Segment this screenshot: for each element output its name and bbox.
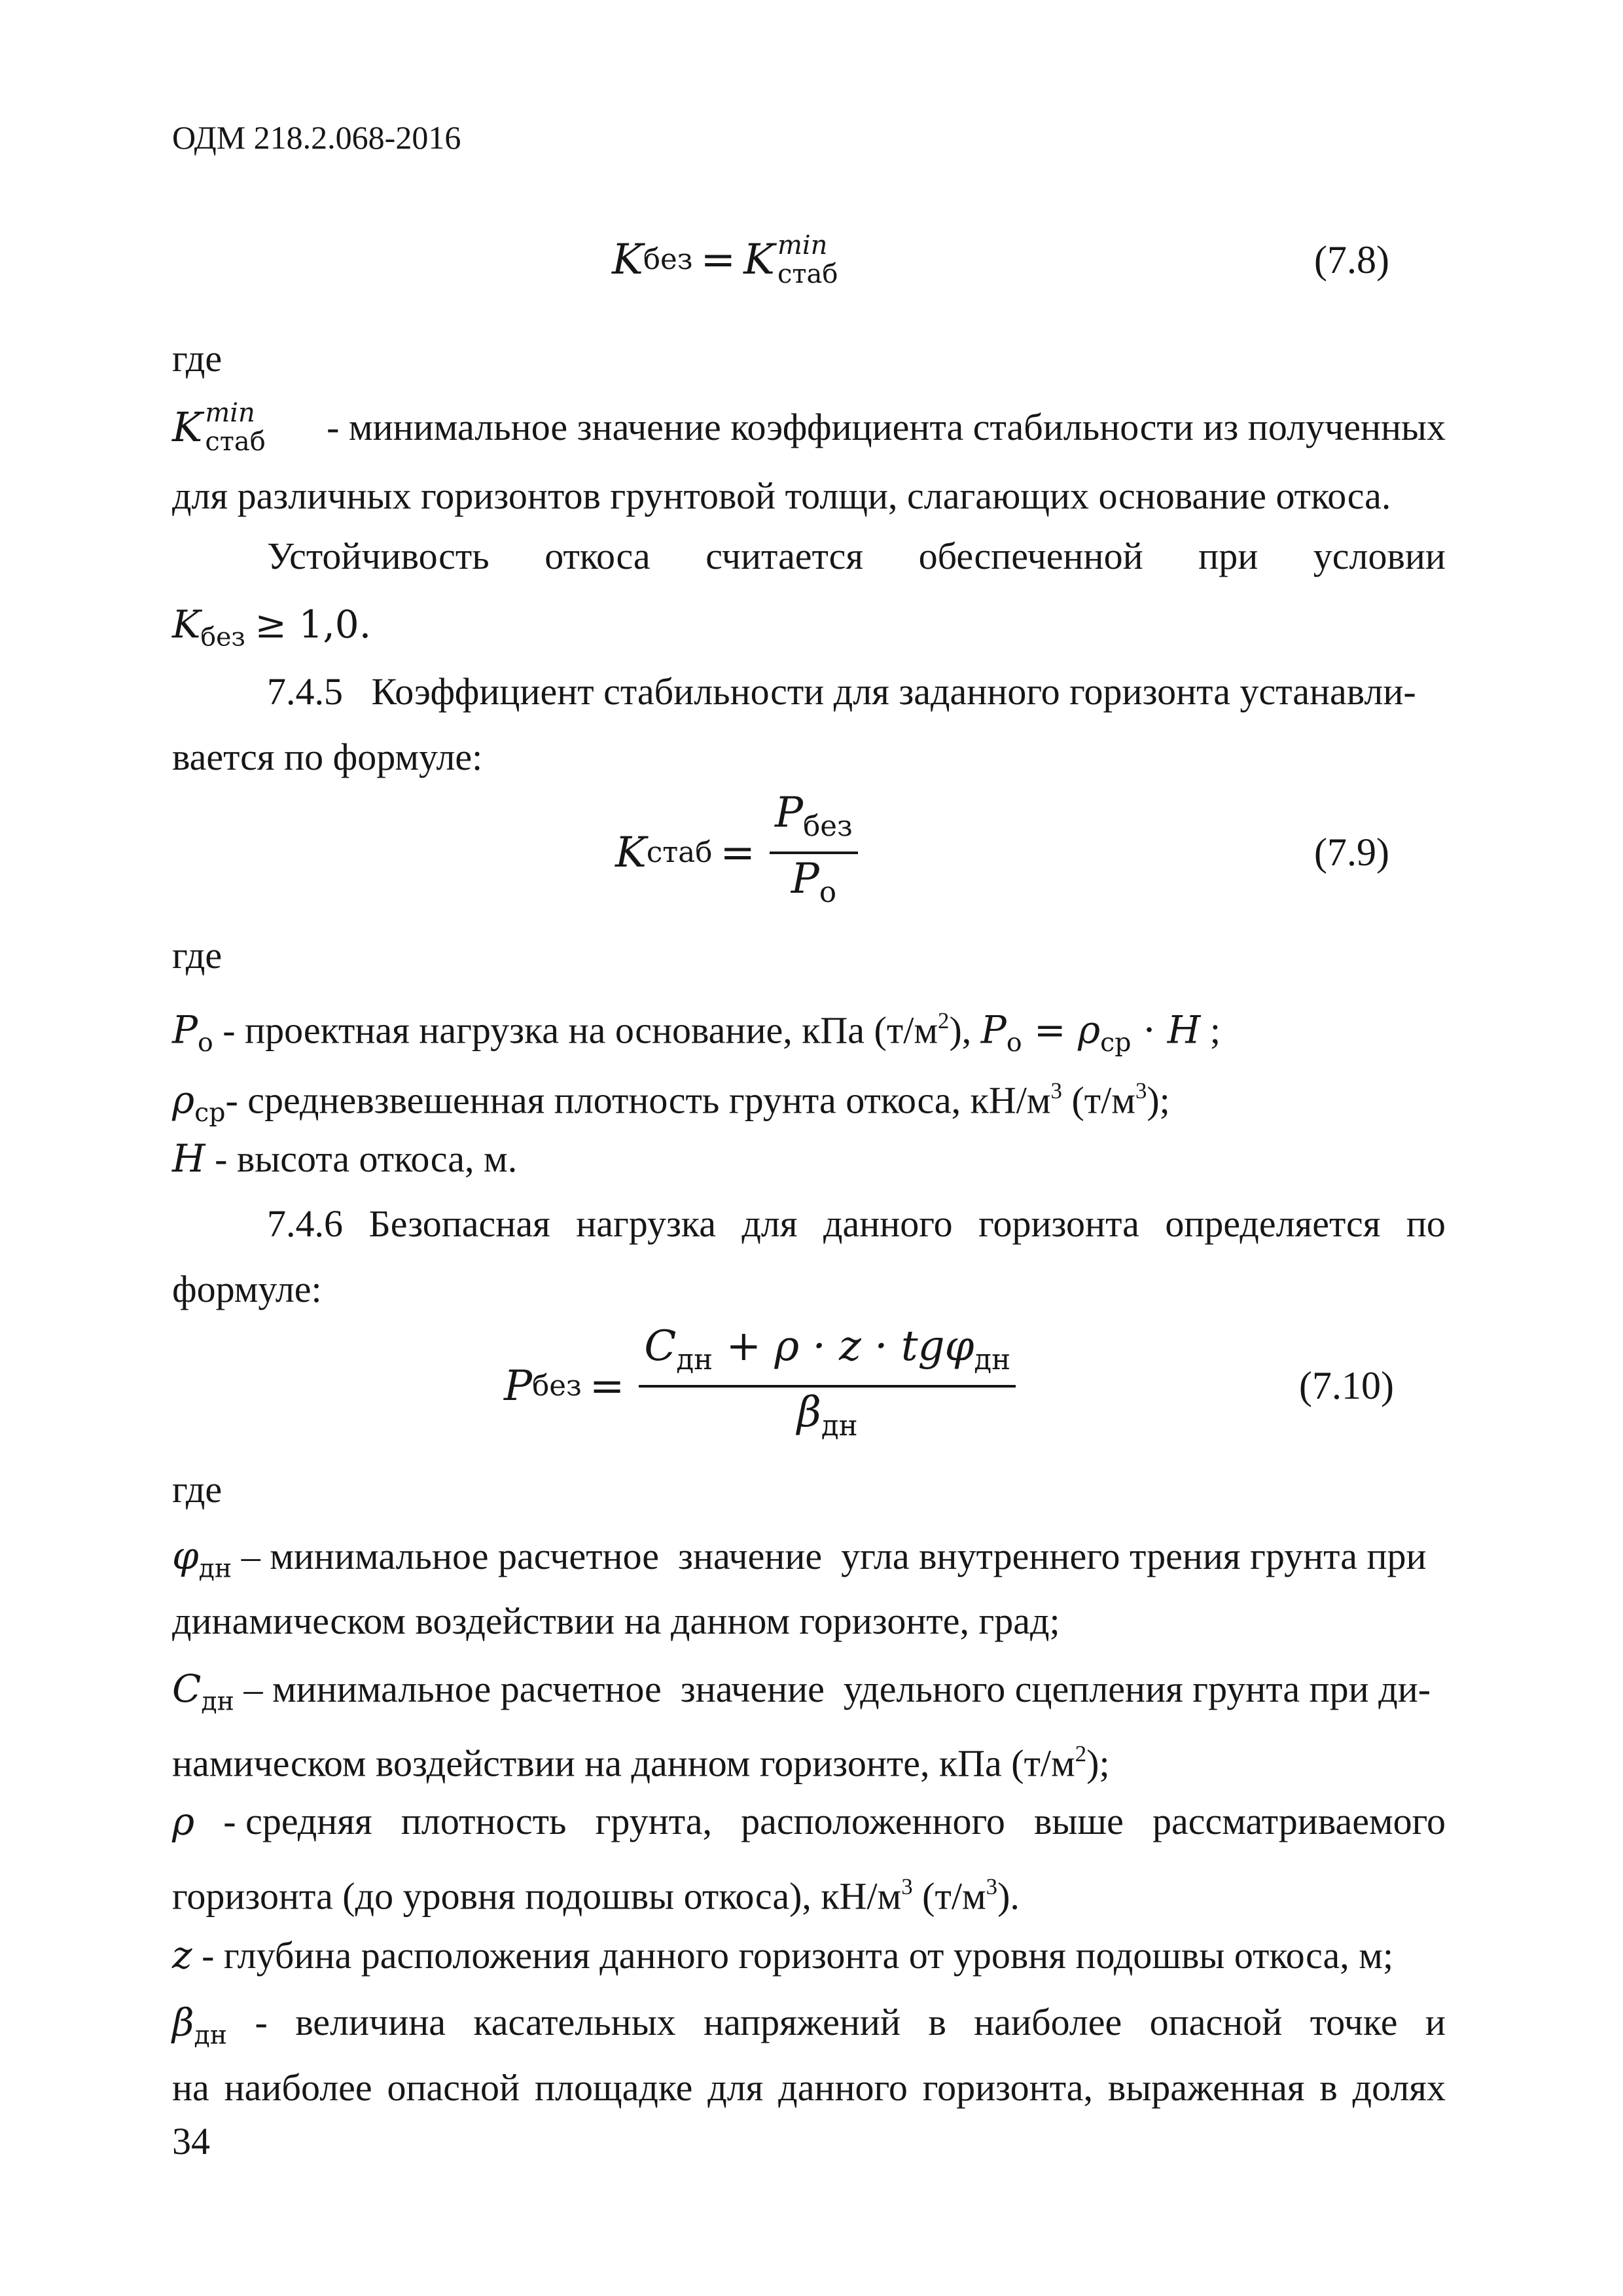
def-c-text-2-end: ); [1086, 1742, 1110, 1785]
eq79-op: = [720, 829, 756, 877]
def-rho-cp-sub: ср [194, 1098, 226, 1128]
def-rho-cp-text2: (т/м [1061, 1079, 1135, 1122]
stability-word: при [1198, 535, 1258, 577]
eq79-lhs-sub: стаб [646, 836, 713, 869]
def-po-formula-sub: o [1006, 1028, 1022, 1058]
def-rho-word: - средняя [223, 1800, 372, 1842]
def-po-sup: 2 [938, 1008, 950, 1033]
p746-word: по [1406, 1202, 1446, 1245]
stability-word: Устойчивость [267, 535, 490, 577]
eq710-num-rest-sub: дн [974, 1344, 1011, 1376]
definition-p-o [172, 995, 1221, 1069]
where-label-3: где [172, 1468, 223, 1511]
def-kmin-symbol: K [172, 403, 203, 451]
equation-number-7-10: (7.10) [1299, 1364, 1394, 1407]
def-c-sup: 2 [1075, 1741, 1087, 1767]
def-z-symbol: z [172, 1933, 192, 1977]
def-z-text: - глубина расположения данного горизонта от уровня подошвы откоса, м; [192, 1934, 1394, 1977]
def-kmin-text-1: - минимальное значение коэффициента стабильности из полученных [327, 406, 1446, 448]
definition-beta-line1 [172, 1996, 1446, 2062]
def-beta-word: наиболее [974, 2001, 1122, 2043]
def-beta-sub: дн [194, 2020, 228, 2051]
def-rho-sup1: 3 [901, 1874, 913, 1899]
eq710-denominator [639, 1388, 1016, 1451]
def-po-formula-rho: ρ [1078, 1007, 1101, 1052]
where-label-1: где [172, 337, 223, 380]
paragraph-7-4-5-line1: 7.4.5 Коэффициент стабильности для заданного горизонта устанавли- [267, 670, 1416, 713]
eq78-op: = [700, 236, 736, 284]
eq710-op: = [589, 1362, 625, 1410]
definition-phi-line1 [172, 1530, 1427, 1595]
def-c-symbol: C [172, 1666, 202, 1711]
document-header: ОДМ 218.2.068-2016 [172, 119, 461, 156]
def-h-text: - высота откоса, м. [205, 1138, 518, 1180]
def-phi-sub: дн [198, 1553, 232, 1584]
eq710-den-sub: дн [821, 1409, 858, 1443]
eq710-lhs-sub: без [532, 1370, 582, 1403]
equation-7-9 [615, 789, 858, 909]
def-phi-symbol: φ [172, 1534, 199, 1578]
def-rho-cp-text: - средневзвешенная плотность грунта откоса, кН/м [225, 1079, 1051, 1122]
def-beta-word: точке [1310, 2001, 1398, 2043]
eq79-fraction [770, 788, 858, 918]
eq710-num-rest: + ρ · z · tgφ [713, 1322, 974, 1371]
p746-word: определяется [1165, 1202, 1381, 1245]
def-rho-cp-text3: ); [1147, 1079, 1170, 1122]
eq710-den-symbol: β [796, 1388, 821, 1437]
stability-word: условии [1313, 535, 1446, 577]
def-beta-word: напряжений [704, 2001, 901, 2043]
stability-word: откоса [544, 535, 651, 577]
def-beta-word: опасной [1149, 2001, 1283, 2043]
def-po-formula-dot: · [1131, 1007, 1168, 1052]
eq79-num-sub: без [803, 810, 853, 843]
def-rho-sup2: 3 [986, 1874, 998, 1899]
def-beta-symbol: β [172, 2000, 194, 2045]
page-number: 34 [172, 2120, 210, 2162]
def-h-symbol: H [172, 1136, 205, 1181]
p746-word: 7.4.6 [267, 1202, 343, 1245]
def-rho-word: выше [1034, 1800, 1124, 1842]
def-rho-cp-sup2: 3 [1135, 1078, 1147, 1103]
eq78-rhs-sup: min [777, 230, 828, 260]
paragraph-7-4-6-line2: формуле: [172, 1268, 322, 1310]
equation-number-7-9: (7.9) [1314, 831, 1389, 874]
stability-word: обеспеченной [918, 535, 1143, 577]
def-kmin-scripts [205, 400, 265, 455]
eq78-rhs-sub: стаб [777, 259, 838, 289]
def-po-text: - проектная нагрузка на основание, кПа (т/м [213, 1009, 938, 1052]
eq79-den-symbol: P [791, 855, 819, 903]
def-po-symbol: P [172, 1007, 198, 1052]
p746-word: Безопасная [368, 1202, 550, 1245]
def-rho-word: расположенного [741, 1800, 1005, 1842]
def-rho-cp-symbol: ρ [172, 1077, 195, 1122]
def-kmin-text-2: для различных горизонтов грунтовой толщи, слагающих основание откоса. [172, 475, 1391, 517]
eq79-denominator [770, 854, 858, 918]
definition-c-line2 [172, 1728, 1110, 1790]
eq79-lhs: K [615, 829, 647, 877]
def-kmin-sup: min [205, 398, 255, 428]
stability-condition-value: ≥ 1,0. [255, 602, 372, 647]
eq710-numerator [639, 1321, 1016, 1388]
definition-h [172, 1132, 517, 1185]
stability-k-sub: без [200, 622, 245, 653]
eq79-num-symbol: P [775, 789, 804, 838]
def-po-sub: o [198, 1028, 213, 1058]
def-po-formula-symbol: P [980, 1007, 1007, 1052]
stability-k-symbol: K [172, 602, 201, 647]
eq79-den-sub: o [819, 876, 837, 909]
definition-rho-line1 [172, 1795, 1446, 1848]
def-c-text-1: – минимальное расчетное значение удельного сцепления грунта при ди- [234, 1668, 1431, 1710]
def-rho-symbol: ρ [172, 1799, 195, 1844]
paragraph-7-4-5-line2: вается по формуле: [172, 736, 483, 778]
def-beta-word: касательных [473, 2001, 676, 2043]
def-rho-word: грунта, [595, 1800, 712, 1842]
p746-word: нагрузка [576, 1202, 716, 1245]
def-rho-text-2: горизонта (до уровня подошвы откоса), кН/м [172, 1874, 902, 1918]
stability-line-1 [267, 530, 1446, 583]
stability-word: считается [705, 535, 864, 577]
def-phi-text-1: – минимальное расчетное значение угла внутреннего трения грунта при [232, 1535, 1427, 1577]
definition-c-line1 [172, 1662, 1431, 1728]
def-rho-cp-sup1: 3 [1050, 1078, 1062, 1103]
def-rho-word: рассматриваемого [1152, 1800, 1446, 1842]
eq710-fraction [639, 1321, 1016, 1451]
def-po-text2: ), [949, 1009, 981, 1052]
def-po-formula-h: H [1167, 1007, 1201, 1052]
paragraph-7-4-6-line1 [267, 1198, 1446, 1250]
eq78-lhs: K [612, 236, 643, 284]
def-po-formula-rho-sub: ср [1100, 1028, 1132, 1058]
def-kmin-sub: стаб [205, 427, 266, 457]
def-phi-text-2: динамическом воздействии на данном горизонте, град; [172, 1600, 1060, 1642]
def-c-text-2: намическом воздействии на данном горизонте, кПа (т/м [172, 1742, 1075, 1785]
def-beta-symbol-group [172, 1996, 227, 2062]
definition-k-stab-min-line1 [172, 398, 1446, 457]
eq78-rhs: K [743, 236, 775, 284]
eq710-lhs: P [504, 1362, 533, 1410]
equation-number-7-8: (7.8) [1314, 238, 1389, 281]
equation-7-10 [504, 1322, 1016, 1443]
eq78-lhs-sub: без [643, 243, 693, 276]
def-po-formula-end: ; [1200, 1009, 1221, 1052]
eq78-rhs-scripts [777, 232, 838, 287]
p746-word: данного [823, 1202, 953, 1245]
p746-word: для [741, 1202, 798, 1245]
def-beta-word: - [255, 2001, 268, 2043]
def-po-formula-eq: = [1022, 1007, 1079, 1052]
def-rho-word: плотность [401, 1800, 567, 1842]
def-beta-text-2: на наиболее опасной площадке для данного горизонта, выраженная в долях [172, 2066, 1446, 2109]
def-rho-text-2-end: ). [997, 1874, 1020, 1918]
stability-condition [172, 598, 371, 664]
definition-rho-cp [172, 1065, 1170, 1139]
def-beta-word: в [928, 2001, 946, 2043]
def-beta-word: и [1425, 2001, 1446, 2043]
def-beta-word: величина [295, 2001, 446, 2043]
eq710-num-sub: дн [676, 1344, 713, 1376]
definition-z [172, 1929, 1393, 1982]
where-label-2: где [172, 934, 223, 977]
equation-7-8 [612, 230, 838, 289]
def-c-sub: дн [201, 1686, 234, 1717]
definition-rho-line2 [172, 1861, 1020, 1923]
eq79-numerator [770, 788, 858, 854]
eq710-num-symbol: C [644, 1322, 677, 1371]
p746-word: горизонта [978, 1202, 1139, 1245]
def-rho-text-2b: (т/м [912, 1874, 986, 1918]
